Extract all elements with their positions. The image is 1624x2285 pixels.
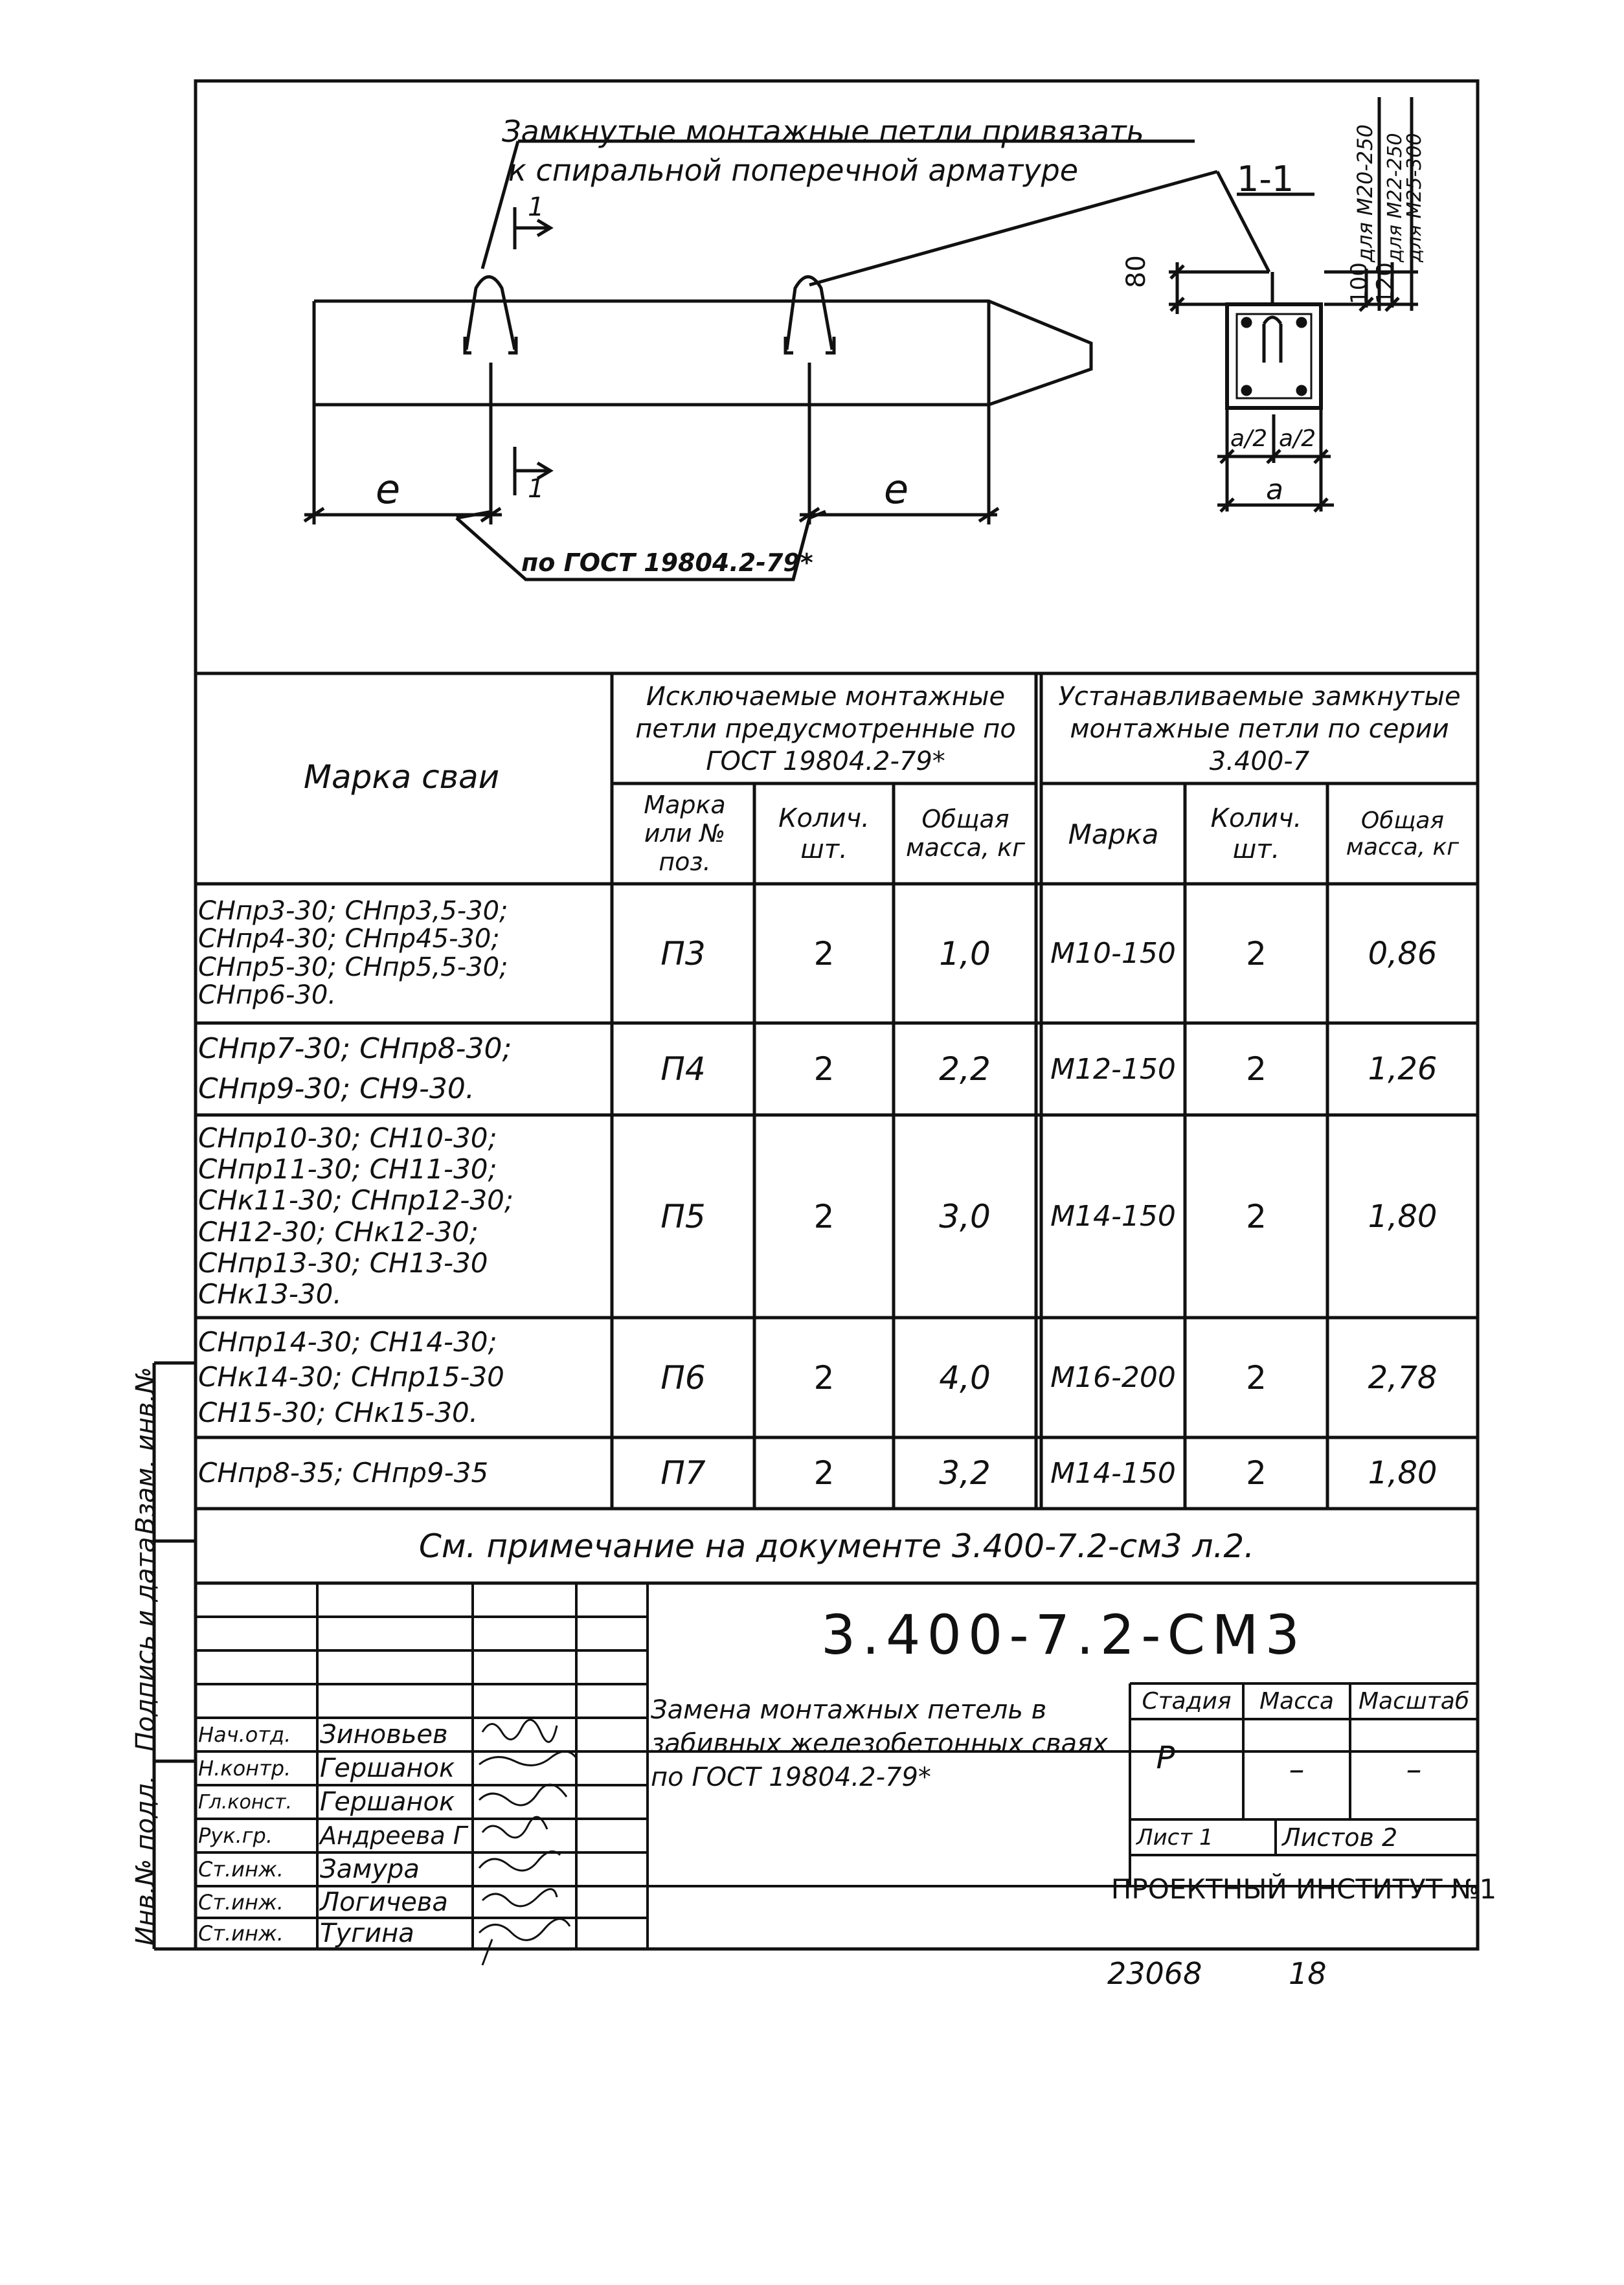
header-excluded-loops: Исключаемые монтажные петли предусмотренные по ГОСТ 19804.2-79*	[635, 681, 1016, 776]
table-row-3-qty2: 2	[1246, 1197, 1267, 1235]
dimension-a: a	[1266, 473, 1283, 506]
stage-header: Стадия	[1142, 1688, 1232, 1715]
table-row-3-mark2: М14-150	[1050, 1200, 1176, 1233]
note-m25: для М25-300	[1403, 133, 1426, 262]
header-mass-2: Общая масса, кг	[1346, 807, 1460, 861]
cut-label-top: 1	[528, 192, 545, 222]
table-row-4-qty1: 2	[813, 1358, 835, 1397]
gost-callout: по ГОСТ 19804.2-79*	[521, 548, 813, 577]
document-code: 3.400-7.2-СМ3	[820, 1603, 1307, 1667]
table-row-5-pos: П7	[660, 1454, 706, 1492]
dimension-a-half-2: a/2	[1279, 425, 1316, 452]
scale-value: –	[1406, 1751, 1422, 1788]
institute-name: ПРОЕКТНЫЙ ИНСТИТУТ №1	[1111, 1873, 1497, 1905]
drawing-note-line2: к спиральной поперечной арматуре	[508, 153, 1079, 188]
table-row-1-qty1: 2	[813, 934, 835, 973]
table-row-2-mark2: М12-150	[1050, 1052, 1176, 1086]
stamp-signature-date: Подпись и дата	[131, 1536, 161, 1751]
table-row-1-mass2: 0,86	[1368, 935, 1438, 972]
personnel-role-2: Н.контр.	[198, 1756, 291, 1781]
personnel-name-2: Гершанок	[320, 1753, 455, 1783]
table-row-2-mass2: 1,26	[1368, 1051, 1438, 1087]
header-mark-pos: Марка или № поз.	[644, 791, 726, 876]
mass-value: –	[1289, 1751, 1305, 1788]
table-row-2-piles: СНпр7-30; СНпр8-30; СНпр9-30; СН9-30.	[198, 1032, 512, 1105]
personnel-role-7: Ст.инж.	[198, 1921, 284, 1946]
dimension-e-right: e	[884, 466, 909, 513]
table-row-5-qty2: 2	[1246, 1454, 1267, 1492]
table-row-4-mass2: 2,78	[1368, 1359, 1438, 1396]
section-label: 1-1	[1237, 159, 1294, 199]
header-qty-2: Колич. шт.	[1210, 804, 1302, 864]
table-row-4-qty2: 2	[1246, 1358, 1267, 1397]
table-row-2-mass1: 2,2	[939, 1050, 991, 1088]
table-row-2-qty1: 2	[813, 1050, 835, 1088]
table-row-4-mass1: 4,0	[939, 1358, 991, 1397]
dimension-e-left: e	[376, 466, 401, 513]
footer-number: 23068	[1107, 1956, 1202, 1991]
table-row-5-piles: СНпр8-35; СНпр9-35	[198, 1457, 489, 1489]
signatures	[479, 1720, 576, 1965]
table-row-1-pos: П3	[660, 934, 706, 973]
table-row-3-pos: П5	[660, 1197, 706, 1235]
pile-body	[314, 301, 1091, 405]
table-row-1-qty2: 2	[1246, 934, 1267, 973]
header-qty-1: Колич. шт.	[778, 804, 870, 864]
cut-label-bottom: 1	[528, 474, 545, 504]
note-m20: для М20-250	[1353, 124, 1377, 262]
table-row-3-mass2: 1,80	[1368, 1198, 1438, 1235]
header-installed-loops: Устанавливаемые замкнутые монтажные петли по серии 3.400-7	[1058, 681, 1461, 776]
sheets-total: Листов 2	[1282, 1823, 1398, 1852]
dimension-80: 80	[1122, 255, 1151, 288]
personnel-name-6: Логичева	[320, 1887, 448, 1917]
drawing-note-line1: Замкнутые монтажные петли привязать	[502, 114, 1144, 149]
table-row-5-mass1: 3,2	[939, 1454, 991, 1492]
table-row-4-piles: СНпр14-30; СН14-30; СНк14-30; СНпр15-30 СН15-30; СНк15-30.	[198, 1325, 504, 1428]
table-row-1-piles: СНпр3-30; СНпр3,5-30; СНпр4-30; СНпр45-30; СНпр5-30; СНпр5,5-30; СНпр6-30.	[198, 896, 508, 1010]
table-row-1-mass1: 1,0	[939, 934, 991, 973]
table-row-5-qty1: 2	[813, 1454, 835, 1492]
personnel-name-4: Андреева Г	[320, 1821, 467, 1850]
table-row-2-pos: П4	[660, 1050, 706, 1088]
personnel-name-7: Тугина	[320, 1919, 414, 1948]
header-pile-mark: Марка сваи	[303, 758, 500, 796]
personnel-name-5: Замура	[320, 1854, 420, 1884]
scale-header: Масштаб	[1358, 1688, 1470, 1715]
table-row-4-mark2: М16-200	[1050, 1361, 1176, 1394]
stage-value: Р	[1156, 1740, 1175, 1776]
dimension-100: 100	[1346, 262, 1372, 304]
personnel-role-6: Ст.инж.	[198, 1889, 284, 1915]
table-row-3-piles: СНпр10-30; СН10-30; СНпр11-30; СН11-30; СНк11-30; СНпр12-30; СН12-30; СНк12-30; СНпр13-30; СН13-30 СНк13-30.	[198, 1121, 514, 1311]
document-title: Замена монтажных петель в забивных железобетонных сваях по ГОСТ 19804.2-79*	[651, 1695, 1108, 1792]
dimension-a-half-1: a/2	[1230, 425, 1268, 452]
stamp-replacement-inventory: Взам. инв.№	[131, 1367, 161, 1535]
table-row-3-qty1: 2	[813, 1197, 835, 1235]
stamp-original-inventory: Инв.№ подл.	[131, 1775, 161, 1946]
dimension-120: 120	[1372, 262, 1398, 304]
sheet-number: Лист 1	[1136, 1824, 1213, 1851]
header-mark-2: Марка	[1068, 818, 1159, 850]
header-mass-1: Общая масса, кг	[905, 805, 1026, 862]
pile-drawing	[304, 141, 1269, 580]
personnel-role-4: Рук.гр.	[198, 1823, 273, 1848]
table-row-4-pos: П6	[660, 1358, 706, 1397]
table-row-3-mass1: 3,0	[939, 1197, 991, 1235]
personnel-name-3: Гершанок	[320, 1787, 455, 1817]
personnel-role-3: Гл.конст.	[198, 1790, 293, 1814]
mass-header: Масса	[1259, 1688, 1334, 1715]
personnel-role-1: Нач.отд.	[198, 1722, 291, 1747]
table-row-1-mark2: М10-150	[1050, 937, 1176, 970]
table-row-5-mass2: 1,80	[1368, 1455, 1438, 1491]
table-note: См. примечание на документе 3.400-7.2-см3 л.2.	[418, 1527, 1255, 1565]
table-row-2-qty2: 2	[1246, 1050, 1267, 1088]
personnel-role-5: Ст.инж.	[198, 1857, 284, 1882]
footer-page: 18	[1289, 1956, 1327, 1991]
note-m22: для М22-250	[1384, 133, 1406, 262]
personnel-name-1: Зиновьев	[320, 1720, 448, 1750]
table-row-5-mark2: М14-150	[1050, 1456, 1176, 1490]
